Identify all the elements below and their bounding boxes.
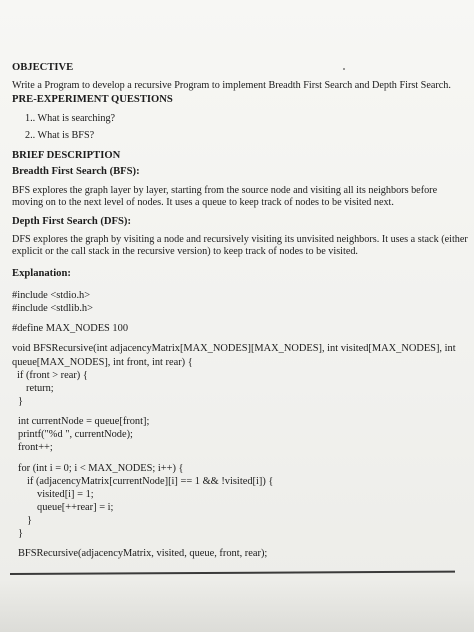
question-item: 1.. What is searching?	[25, 113, 116, 124]
code-line: visited[i] = 1;	[37, 489, 94, 500]
brief-description-heading: BRIEF DESCRIPTION	[12, 150, 121, 161]
code-line: if (front > rear) {	[17, 370, 88, 381]
code-line: return;	[26, 383, 54, 394]
dfs-heading: Depth First Search (DFS):	[12, 216, 131, 227]
bfs-description-line: moving on to the next level of nodes. It uses a queue to keep track of nodes to be visited next.	[12, 197, 394, 208]
question-item: 2.. What is BFS?	[25, 130, 95, 141]
code-line: for (int i = 0; i < MAX_NODES; i++) {	[18, 463, 184, 474]
code-line: }	[27, 515, 32, 526]
code-line: queue[++rear] = i;	[37, 502, 114, 513]
code-line: if (adjacencyMatrix[currentNode][i] == 1 && !visited[i]) {	[27, 476, 274, 487]
code-line: #include <stdlib.h>	[12, 303, 93, 314]
code-line: void BFSRecursive(int adjacencyMatrix[MAX_NODES][MAX_NODES], int visited[MAX_NODES], int	[12, 343, 456, 354]
pre-experiment-heading: PRE-EXPERIMENT QUESTIONS	[12, 94, 173, 105]
code-line: queue[MAX_NODES], int front, int rear) {	[12, 357, 193, 368]
code-line: int currentNode = queue[front];	[18, 416, 150, 427]
code-line: }	[18, 396, 23, 407]
code-line: printf("%d ", currentNode);	[18, 429, 133, 440]
code-line: #include <stdio.h>	[12, 290, 91, 301]
objective-text: Write a Program to develop a recursive Program to implement Breadth First Search and Depth First Search.	[12, 80, 451, 91]
objective-heading: OBJECTIVE	[12, 62, 74, 73]
code-line: front++;	[18, 442, 53, 453]
bfs-description-line: BFS explores the graph layer by layer, starting from the source node and visiting all its neighbors before	[12, 185, 438, 196]
dfs-description-line: DFS explores the graph by visiting a node and recursively visiting its unvisited neighbors. It uses a stack (either	[12, 234, 468, 245]
page-bottom-rule	[10, 571, 455, 575]
explanation-heading: Explanation:	[12, 268, 71, 279]
code-line: }	[18, 528, 23, 539]
page-bottom-shadow	[0, 580, 474, 632]
paper-speck	[343, 68, 345, 70]
code-line: BFSRecursive(adjacencyMatrix, visited, queue, front, rear);	[18, 548, 268, 559]
dfs-description-line: explicit or the call stack in the recursive version) to keep track of nodes to be visited.	[12, 246, 358, 257]
code-line: #define MAX_NODES 100	[12, 323, 129, 334]
bfs-heading: Breadth First Search (BFS):	[12, 166, 140, 177]
